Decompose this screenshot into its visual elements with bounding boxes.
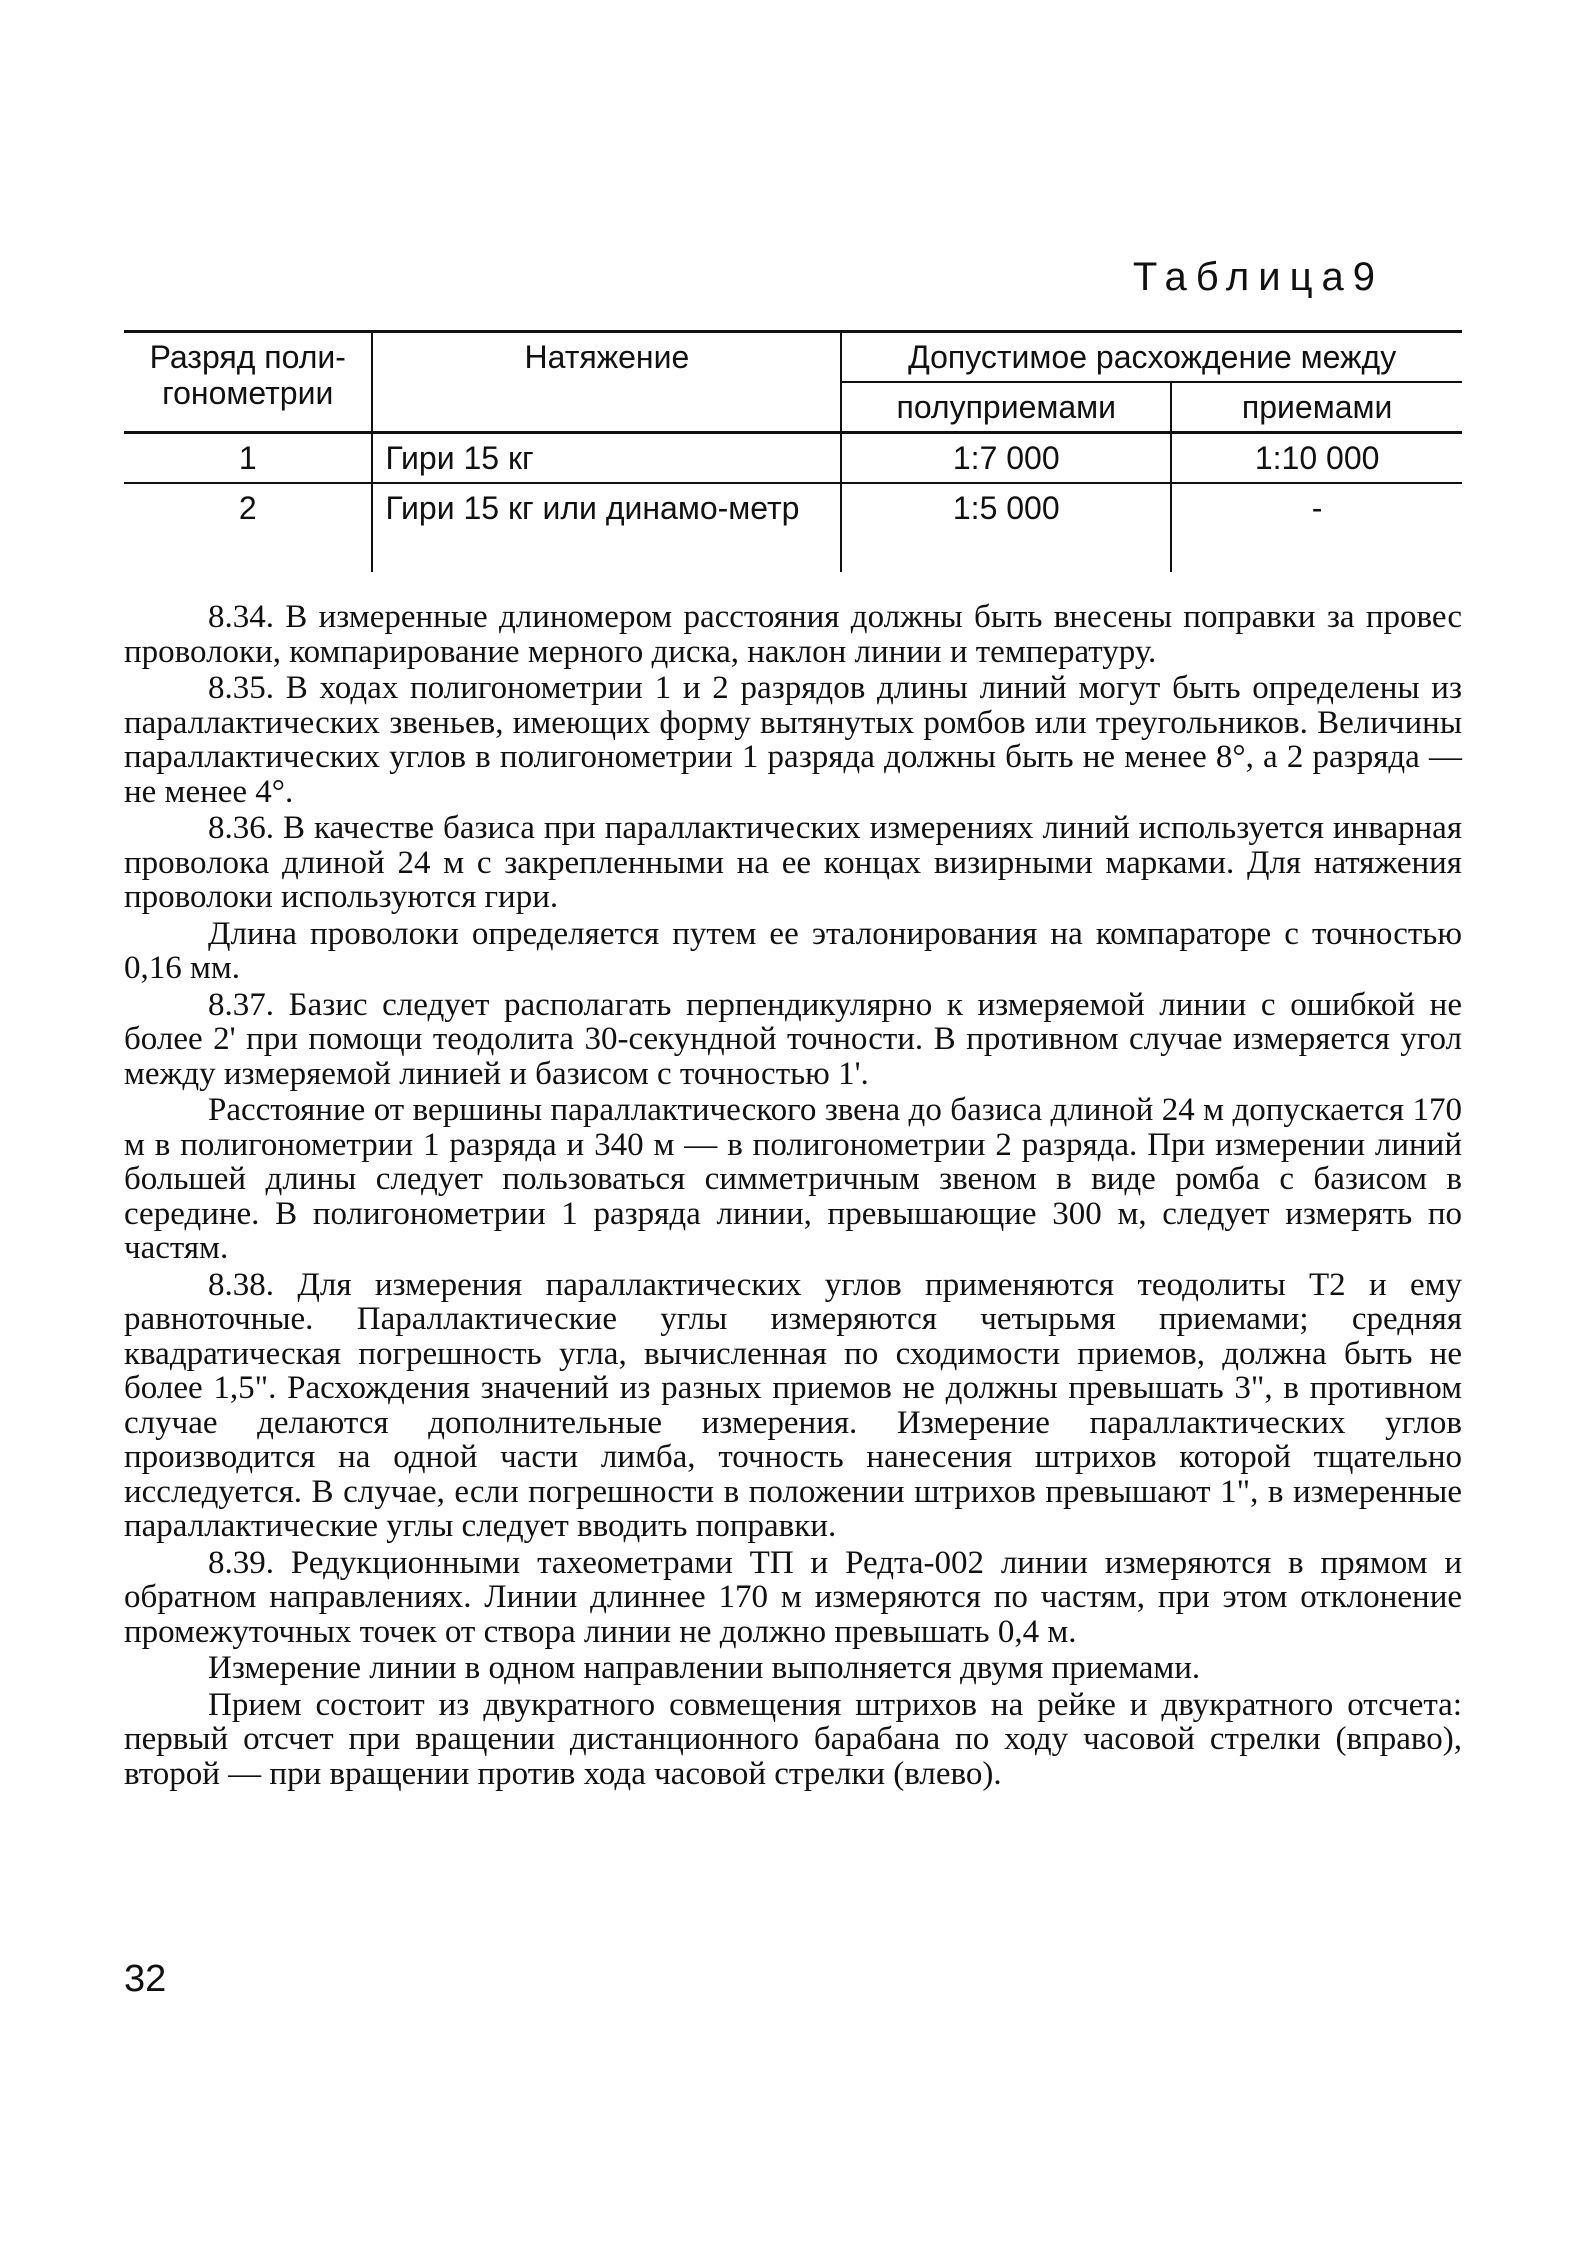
table-row [124, 433, 1462, 484]
cell-tension: Гири 15 кг [372, 433, 841, 484]
header-tension: Натяжение [372, 332, 841, 433]
tolerance-table [124, 330, 1462, 572]
body-text [124, 600, 1462, 1791]
paragraph-8-36: 8.36. В качестве базиса при параллактических измерениях линий используется инварная проволока длиной 24 м с закрепленными на ее концах визирными марками. Для натяжения проволоки используются гири. [124, 810, 1462, 915]
paragraph: Измерение линии в одном направлении выполняется двумя приемами. [208, 1650, 1201, 1686]
paragraph-8-34: 8.34. В измеренные длиномером расстояния должны быть внесены поправки за провес проволоки, компарирование мерного диска, наклон линии и температуру. [124, 599, 1462, 670]
paragraph-8-35: 8.35. В ходах полигонометрии 1 и 2 разрядов длины линий могут быть определены из параллактических звеньев, имеющих форму вытянутых ромбов или треугольников. Величины параллактических углов в полигонометрии 1 разряда должны быть не менее 8°, а 2 разряда — не менее 4°. [124, 670, 1462, 810]
cell-tension: Гири 15 кг или динамо-метр [372, 483, 841, 572]
paragraph-8-39: 8.39. Редукционными тахеометрами ТП и Редта-002 линии измеряются в прямом и обратном направлениях. Линии длиннее 170 м измеряются по частям, при этом отклонение промежуточных точек от створа линии не должно превышать 0,4 м. [124, 1544, 1462, 1650]
cell-half-sets: 1:5 000 [841, 483, 1171, 572]
cell-grade: 1 [124, 433, 372, 484]
header-sets: приемами [1171, 382, 1462, 433]
paragraph-8-37: 8.37. Базис следует располагать перпендикулярно к измеряемой линии с ошибкой не более 2' при помощи теодолита 30-секундной точности. В противном случае измеряется угол между измеряемой линией и базисом с точностью 1'. [124, 986, 1462, 1092]
cell-grade: 2 [124, 483, 372, 572]
paragraph-8-38: 8.38. Для измерения параллактических углов применяются теодолиты Т2 и ему равноточные. Параллактические углы измеряются четырьмя приемами; средняя квадратическая погрешность угла, вычисленная по сходимости приемов, должна быть не более 1,5". Расхождения значений из разных приемов не должны превышать 3", в противном случае делаются дополнительные измерения. Измерение параллактических углов производится на одной части лимба, точность нанесения штрихов которой тщательно исследуется. В случае, если погрешности в положении штрихов превышают 1", в измеренные параллактические углы следует вводить поправки. [124, 1266, 1462, 1544]
cell-sets: 1:10 000 [1171, 433, 1462, 484]
paragraph: Прием состоит из двукратного совмещения штрихов на рейке и двукратного отсчета: первый отсчет при вращении дистанционного барабана по ходу часовой стрелки (вправо), второй — при вращении против хода часовой стрелки (влево). [124, 1686, 1462, 1792]
paragraph: Расстояние от вершины параллактического звена до базиса длиной 24 м допускается 170 м в полигонометрии 1 разряда и 340 м — в полигонометрии 2 разряда. При измерении линий большей длины следует пользоваться симметричным звеном в виде ромба с базисом в середине. В полигонометрии 1 разряда линии, превышающие 300 м, следует измерять по частям. [124, 1092, 1462, 1266]
cell-sets: - [1171, 483, 1462, 572]
paragraph: Длина проволоки определяется путем ее эталонирования на компараторе с точностью 0,16 мм. [124, 915, 1462, 986]
table-row [124, 483, 1462, 572]
cell-half-sets: 1:7 000 [841, 433, 1171, 484]
header-half-sets: полуприемами [841, 382, 1171, 433]
table-caption: Таблица9 [1132, 255, 1384, 299]
header-grade: Разряд поли-гонометрии [124, 332, 372, 433]
page-number: 32 [124, 1958, 167, 2000]
header-discrepancy: Допустимое расхождение между [841, 332, 1462, 383]
